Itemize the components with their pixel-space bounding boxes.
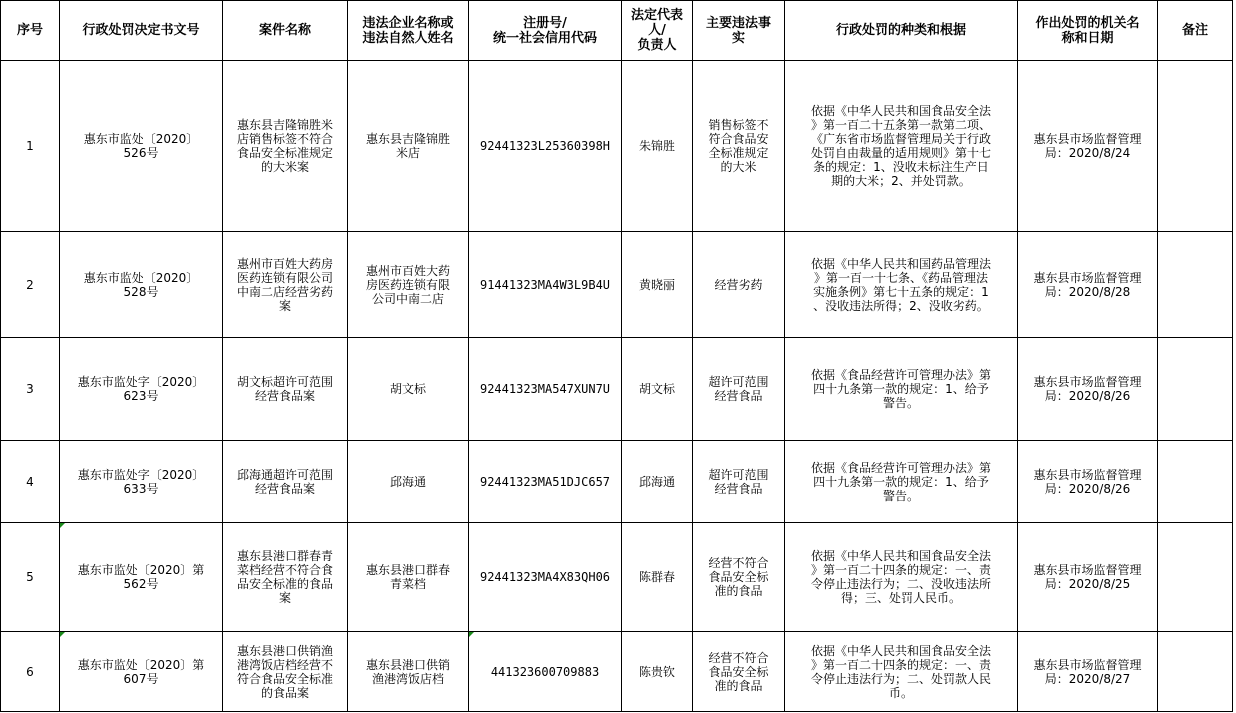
cell-penalty-basis[interactable] (785, 441, 1018, 523)
cell-representative[interactable] (622, 441, 693, 523)
table-row (1, 523, 1233, 632)
cell-credit-code[interactable] (469, 523, 622, 632)
cell-remarks[interactable] (1158, 338, 1233, 441)
cell-credit-code[interactable] (469, 61, 622, 232)
cell-authority-date[interactable] (1018, 441, 1158, 523)
cell-text: 441323600709883 (490, 664, 600, 679)
cell-text: 依据《食品经营许可管理办法》第 四十九条第一款的规定：1、给予 警告。 (810, 368, 991, 410)
cell-text: 依据《中华人民共和国食品安全法 》第一百二十五条第一款第二项、 《广东省市场监督管理局关于行政 处罚自由裁量的适用规则》第十七 条的规定：1、没收未标注生产日 期的大米；2、并处罚款。 (810, 104, 991, 188)
cell-case-name[interactable] (223, 232, 348, 338)
cell-authority-date[interactable] (1018, 523, 1158, 632)
cell-case-name[interactable] (223, 338, 348, 441)
cell-doc-number[interactable] (60, 232, 223, 338)
cell-text: 惠东县吉隆锦胜 米店 (365, 132, 450, 160)
cell-text: 惠东市监处字〔2020〕 623号 (77, 375, 205, 403)
cell-authority-date[interactable] (1018, 232, 1158, 338)
cell-text: 陈群春 (638, 570, 675, 584)
cell-text: 91441323MA4W3L9B4U (479, 277, 611, 292)
header-cell-no[interactable] (1, 1, 60, 61)
cell-doc-number[interactable] (60, 632, 223, 712)
cell-text: 惠东县港口供销渔 港湾饭店档经营不 符合食品安全标准 的食品案 (236, 643, 333, 700)
cell-remarks[interactable] (1158, 61, 1233, 232)
table-row (1, 338, 1233, 441)
header-label: 行政处罚的种类和根据 (835, 23, 966, 38)
cell-doc-number[interactable] (60, 441, 223, 523)
cell-credit-code[interactable] (469, 441, 622, 523)
cell-violation-fact[interactable] (693, 523, 785, 632)
table-row (1, 232, 1233, 338)
cell-text: 惠东县市场监督管理 局：2020/8/24 (1033, 132, 1142, 160)
cell-no[interactable] (1, 232, 60, 338)
cell-text: 1 (26, 139, 34, 153)
cell-text: 92441323MA51DJC657 (479, 474, 611, 489)
cell-case-name[interactable] (223, 632, 348, 712)
cell-penalty-basis[interactable] (785, 61, 1018, 232)
cell-text: 经营劣药 (714, 277, 763, 292)
cell-text: 邱海通 (389, 474, 426, 489)
cell-authority-date[interactable] (1018, 338, 1158, 441)
cell-violation-fact[interactable] (693, 232, 785, 338)
header-cell-remarks[interactable] (1158, 1, 1233, 61)
cell-text: 惠东县港口供销 渔港湾饭店档 (365, 657, 450, 686)
cell-text: 92441323MA4X83QH06 (479, 570, 611, 584)
cell-text: 销售标签不 符合食品安 全标准规定 的大米 (708, 118, 769, 174)
cell-party[interactable] (348, 523, 469, 632)
header-label: 案件名称 (258, 23, 311, 38)
cell-violation-fact[interactable] (693, 61, 785, 232)
cell-remarks[interactable] (1158, 523, 1233, 632)
cell-representative[interactable] (622, 523, 693, 632)
cell-text: 胡文标 (638, 382, 675, 396)
cell-text: 惠东县市场监督管理 局：2020/8/27 (1033, 657, 1142, 686)
cell-text: 依据《中华人民共和国食品安全法 》第一百二十四条的规定：一、责 令停止违法行为；二、处罚款人民 币。 (810, 643, 991, 700)
cell-text: 经营不符合 食品安全标 准的食品 (708, 650, 769, 693)
cell-representative[interactable] (622, 632, 693, 712)
header-cell-representative[interactable] (622, 1, 693, 61)
cell-case-name[interactable] (223, 523, 348, 632)
header-cell-violation-fact[interactable] (693, 1, 785, 61)
header-cell-authority-date[interactable] (1018, 1, 1158, 61)
cell-representative[interactable] (622, 232, 693, 338)
cell-no[interactable] (1, 632, 60, 712)
header-cell-credit-code[interactable] (469, 1, 622, 61)
cell-text: 惠东县港口群春青 菜档经营不符合食 品安全标准的食品 案 (236, 549, 333, 605)
cell-text: 惠东县市场监督管理 局：2020/8/26 (1033, 375, 1142, 403)
cell-text: 惠东县市场监督管理 局：2020/8/25 (1033, 563, 1142, 591)
cell-text: 陈贵钦 (638, 664, 675, 679)
cell-representative[interactable] (622, 338, 693, 441)
cell-doc-number[interactable] (60, 61, 223, 232)
table-row (1, 61, 1233, 232)
cell-text: 黄晓丽 (638, 277, 675, 292)
cell-credit-code[interactable] (469, 338, 622, 441)
header-row (1, 1, 1233, 61)
cell-doc-number[interactable] (60, 338, 223, 441)
header-cell-doc-number[interactable] (60, 1, 223, 61)
cell-penalty-basis[interactable] (785, 632, 1018, 712)
header-label: 违法企业名称或 违法自然人姓名 (362, 15, 454, 46)
header-label: 序号 (16, 23, 43, 38)
cell-text: 5 (26, 570, 34, 584)
cell-text: 胡文标 (389, 382, 426, 396)
cell-text: 经营不符合 食品安全标 准的食品 (708, 556, 769, 598)
cell-authority-date[interactable] (1018, 61, 1158, 232)
cell-penalty-basis[interactable] (785, 232, 1018, 338)
cell-text: 依据《中华人民共和国食品安全法 》第一百二十四条的规定：一、责 令停止违法行为；二、没收违法所 得；三、处罚人民币。 (810, 549, 991, 605)
cell-text: 邱海通超许可范围 经营食品案 (236, 467, 333, 496)
cell-text: 胡文标超许可范围 经营食品案 (236, 375, 333, 403)
cell-remarks[interactable] (1158, 232, 1233, 338)
cell-violation-fact[interactable] (693, 632, 785, 712)
header-cell-party[interactable] (348, 1, 469, 61)
cell-remarks[interactable] (1158, 441, 1233, 523)
cell-party[interactable] (348, 632, 469, 712)
cell-no[interactable] (1, 523, 60, 632)
cell-text: 92441323L25360398H (479, 139, 611, 153)
cell-text: 6 (26, 664, 34, 679)
cell-text: 惠东县市场监督管理 局：2020/8/26 (1033, 467, 1142, 496)
header-cell-penalty-basis[interactable] (785, 1, 1018, 61)
cell-credit-code[interactable] (469, 632, 622, 712)
cell-case-name[interactable] (223, 61, 348, 232)
cell-text: 惠东县吉隆锦胜米 店销售标签不符合 食品安全标准规定 的大米案 (236, 118, 333, 174)
cell-violation-fact[interactable] (693, 338, 785, 441)
cell-text: 惠东市监处字〔2020〕 633号 (77, 467, 205, 496)
cell-text: 92441323MA547XUN7U (479, 382, 611, 396)
cell-text: 超许可范围 经营食品 (708, 375, 769, 403)
cell-case-name[interactable] (223, 441, 348, 523)
header-cell-case-name[interactable] (223, 1, 348, 61)
header-label: 法定代表 人/ 负责人 (630, 8, 683, 53)
cell-text: 惠东市监处〔2020〕 526号 (83, 132, 199, 160)
cell-text: 朱锦胜 (638, 139, 675, 153)
cell-text: 4 (26, 474, 34, 489)
cell-violation-fact[interactable] (693, 441, 785, 523)
cell-doc-number[interactable] (60, 523, 223, 632)
cell-text: 惠东县港口群春 青菜档 (365, 563, 450, 591)
cell-text: 惠东市监处〔2020〕 528号 (83, 270, 199, 299)
cell-party[interactable] (348, 61, 469, 232)
cell-text: 超许可范围 经营食品 (708, 467, 769, 496)
cell-text: 2 (26, 277, 34, 292)
cell-party[interactable] (348, 338, 469, 441)
cell-text: 依据《中华人民共和国药品管理法 》第一百一十七条、《药品管理法 实施条例》第七十五条的规定：1 、没收违法所得；2、没收劣药。 (810, 256, 991, 313)
table-row (1, 632, 1233, 712)
header-label: 备注 (1181, 23, 1208, 38)
cell-representative[interactable] (622, 61, 693, 232)
cell-party[interactable] (348, 441, 469, 523)
header-label: 行政处罚决定书文号 (82, 23, 200, 38)
cell-text: 惠东市监处〔2020〕第 607号 (77, 657, 205, 686)
cell-text: 邱海通 (638, 474, 675, 489)
cell-text: 惠东县市场监督管理 局：2020/8/28 (1033, 270, 1142, 299)
cell-authority-date[interactable] (1018, 632, 1158, 712)
cell-text: 惠州市百姓大药 房医药连锁有限 公司中南二店 (365, 263, 450, 306)
cell-text: 3 (26, 382, 34, 396)
cell-remarks[interactable] (1158, 632, 1233, 712)
cell-penalty-basis[interactable] (785, 523, 1018, 632)
header-label: 主要违法事 实 (705, 15, 771, 46)
cell-text: 惠东市监处〔2020〕第 562号 (77, 563, 205, 591)
cell-text: 依据《食品经营许可管理办法》第 四十九条第一款的规定：1、给予 警告。 (810, 460, 991, 503)
cell-party[interactable] (348, 232, 469, 338)
header-label: 作出处罚的机关名 称和日期 (1035, 15, 1140, 46)
table-row (1, 441, 1233, 523)
cell-no[interactable] (1, 338, 60, 441)
cell-no[interactable] (1, 61, 60, 232)
cell-credit-code[interactable] (469, 232, 622, 338)
cell-text: 惠州市百姓大药房 医药连锁有限公司 中南二店经营劣药 案 (236, 256, 333, 313)
cell-penalty-basis[interactable] (785, 338, 1018, 441)
header-label: 注册号/ 统一社会信用代码 (492, 15, 597, 46)
cell-no[interactable] (1, 441, 60, 523)
